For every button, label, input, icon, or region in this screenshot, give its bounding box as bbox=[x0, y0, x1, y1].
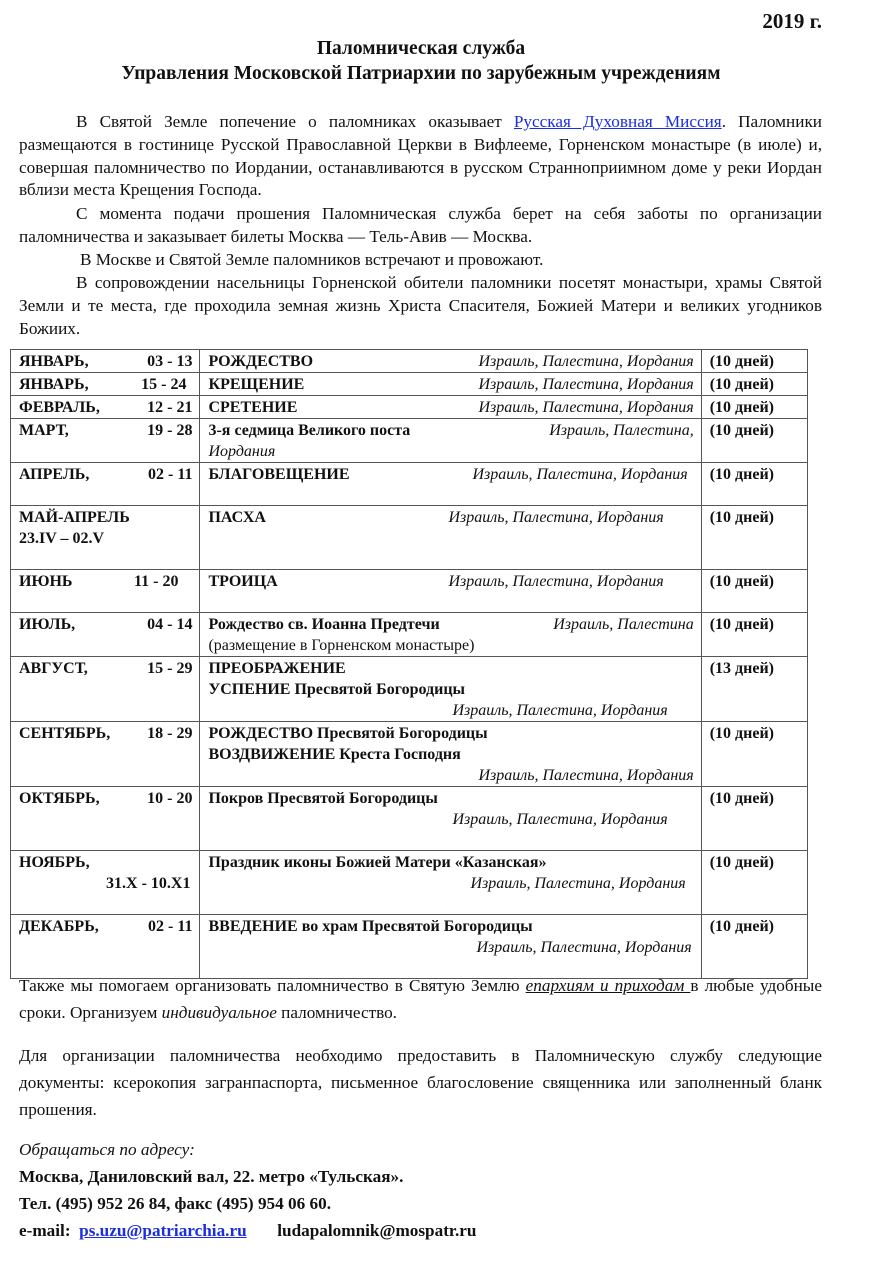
event-cell: ТРОИЦА Израиль, Палестина, Иордания bbox=[200, 570, 701, 613]
event-cell: РОЖДЕСТВО Пресвятой Богородицы ВОЗДВИЖЕНИЕ Креста Господня Израиль, Палестина, Иордания bbox=[200, 722, 701, 787]
document-title: Паломническая служба bbox=[316, 38, 526, 59]
duration-cell: (10 дней) bbox=[701, 613, 807, 657]
event-cell: ПРЕОБРАЖЕНИЕ УСПЕНИЕ Пресвятой Богородицы Израиль, Палестина, Иордания bbox=[200, 657, 701, 722]
month-cell: МАЙ-АПРЕЛЬ 23.IV – 02.V bbox=[11, 506, 200, 570]
table-row bbox=[11, 419, 808, 463]
duration-cell: (10 дней) bbox=[701, 506, 807, 570]
documents-paragraph: Для организации паломничества необходимо предоставить в Паломническую службу следующие документы: ксерокопия загранпаспорта, письменное благословение священника или заполненный бланк прошения. bbox=[19, 1046, 822, 1119]
month-cell: АВГУСТ, 15 - 29 bbox=[11, 657, 200, 722]
duration-cell: (10 дней) bbox=[701, 915, 807, 979]
month-cell: ОКТЯБРЬ, 10 - 20 bbox=[11, 787, 200, 851]
intro-paragraph-2: С момента подачи прошения Паломническая служба берет на себя заботы по организации паломничества и заказывает билеты Москва — Тель-Авив — Москва. bbox=[19, 204, 822, 246]
month-cell: ДЕКАБРЬ, 02 - 11 bbox=[11, 915, 200, 979]
email-link-primary[interactable]: ps.uzu@patriarchia.ru bbox=[79, 1221, 247, 1240]
month-cell: ЯНВАРЬ, 03 - 13 bbox=[11, 350, 200, 373]
intro-paragraph-4: В сопровождении насельницы Горненской обители паломники посетят монастыри, храмы Святой Земли и те места, где проходила земная жизнь Христа Спасителя, Божией Матери и великих угодников Божиих. bbox=[19, 273, 822, 338]
month-cell: ЯНВАРЬ, 15 - 24 bbox=[11, 373, 200, 396]
contact-phone: Тел. (495) 952 26 84, факс (495) 954 06 60. bbox=[19, 1194, 332, 1213]
duration-cell: (10 дней) bbox=[701, 396, 807, 419]
event-cell: Покров Пресвятой Богородицы Израиль, Палестина, Иордания bbox=[200, 787, 701, 851]
contact-heading: Обращаться по адресу: bbox=[19, 1140, 195, 1159]
duration-cell: (10 дней) bbox=[701, 722, 807, 787]
event-cell: Рождество св. Иоанна Предтечи Израиль, Палестина (размещение в Горненском монастыре) bbox=[200, 613, 701, 657]
mission-link[interactable]: Русская Духовная Миссия bbox=[513, 112, 722, 131]
dioceses-parishes-emphasis: епархиям и приходам bbox=[525, 976, 691, 995]
intro-paragraph-3: В Москве и Святой Земле паломников встречают и провожают. bbox=[80, 250, 544, 269]
table-row bbox=[11, 506, 808, 570]
month-cell: МАРТ, 19 - 28 bbox=[11, 419, 200, 463]
table-row bbox=[11, 787, 808, 851]
table-row bbox=[11, 350, 808, 373]
event-cell: БЛАГОВЕЩЕНИЕ Израиль, Палестина, Иордания bbox=[200, 463, 701, 506]
event-cell: РОЖДЕСТВО Израиль, Палестина, Иордания bbox=[200, 350, 701, 373]
document-subtitle: Управления Московской Патриархии по зарубежным учреждениям bbox=[121, 63, 721, 84]
duration-cell: (10 дней) bbox=[701, 570, 807, 613]
event-cell: 3-я седмица Великого поста Израиль, Палестина, Иордания bbox=[200, 419, 701, 463]
duration-cell: (10 дней) bbox=[701, 419, 807, 463]
event-cell: СРЕТЕНИЕ Израиль, Палестина, Иордания bbox=[200, 396, 701, 419]
pilgrimage-schedule-table bbox=[10, 349, 808, 979]
duration-cell: (10 дней) bbox=[701, 373, 807, 396]
table-row bbox=[11, 613, 808, 657]
event-cell: ПАСХА Израиль, Палестина, Иордания bbox=[200, 506, 701, 570]
email-secondary[interactable]: ludapalomnik@mospatr.ru bbox=[277, 1221, 477, 1240]
contact-email-line: e-mail: ps.uzu@patriarchia.ru ludapalomnik@mospatr.ru bbox=[19, 1221, 477, 1240]
table-row bbox=[11, 463, 808, 506]
contact-address: Москва, Даниловский вал, 22. метро «Тульская». bbox=[19, 1167, 404, 1186]
month-cell: ФЕВРАЛЬ, 12 - 21 bbox=[11, 396, 200, 419]
month-cell: ИЮНЬ 11 - 20 bbox=[11, 570, 200, 613]
month-cell: СЕНТЯБРЬ, 18 - 29 bbox=[11, 722, 200, 787]
duration-cell: (13 дней) bbox=[701, 657, 807, 722]
event-cell: Праздник иконы Божией Матери «Казанская» Израиль, Палестина, Иордания bbox=[200, 851, 701, 915]
duration-cell: (10 дней) bbox=[701, 851, 807, 915]
month-cell: НОЯБРЬ, 31.X - 10.X1 bbox=[11, 851, 200, 915]
duration-cell: (10 дней) bbox=[701, 463, 807, 506]
table-row bbox=[11, 851, 808, 915]
document-year: 2019 г. bbox=[762, 9, 822, 33]
month-cell: ИЮЛЬ, 04 - 14 bbox=[11, 613, 200, 657]
duration-cell: (10 дней) bbox=[701, 350, 807, 373]
table-row bbox=[11, 373, 808, 396]
intro-paragraph-1: В Святой Земле попечение о паломниках оказывает Русская Духовная Миссия. Паломники размещаются в гостинице Русской Православной Церкви в Вифлееме, Горненском монастыре (в июле) и, совершая паломничество по Иордании, останавливаются в русском Страннoприимном доме у реки Иордан вблизи места Крещения Господа. bbox=[19, 112, 822, 200]
table-row bbox=[11, 570, 808, 613]
event-cell: ВВЕДЕНИЕ во храм Пресвятой Богородицы Израиль, Палестина, Иордания bbox=[200, 915, 701, 979]
duration-cell: (10 дней) bbox=[701, 787, 807, 851]
table-row bbox=[11, 657, 808, 722]
event-cell: КРЕЩЕНИЕ Израиль, Палестина, Иордания bbox=[200, 373, 701, 396]
table-row bbox=[11, 396, 808, 419]
after-paragraph-1: Также мы помогаем организовать паломничество в Святую Землю епархиям и приходам в любые удобные сроки. Организуем индивидуальное паломничество. bbox=[19, 976, 822, 1022]
month-cell: АПРЕЛЬ, 02 - 11 bbox=[11, 463, 200, 506]
table-row bbox=[11, 722, 808, 787]
table-row bbox=[11, 915, 808, 979]
